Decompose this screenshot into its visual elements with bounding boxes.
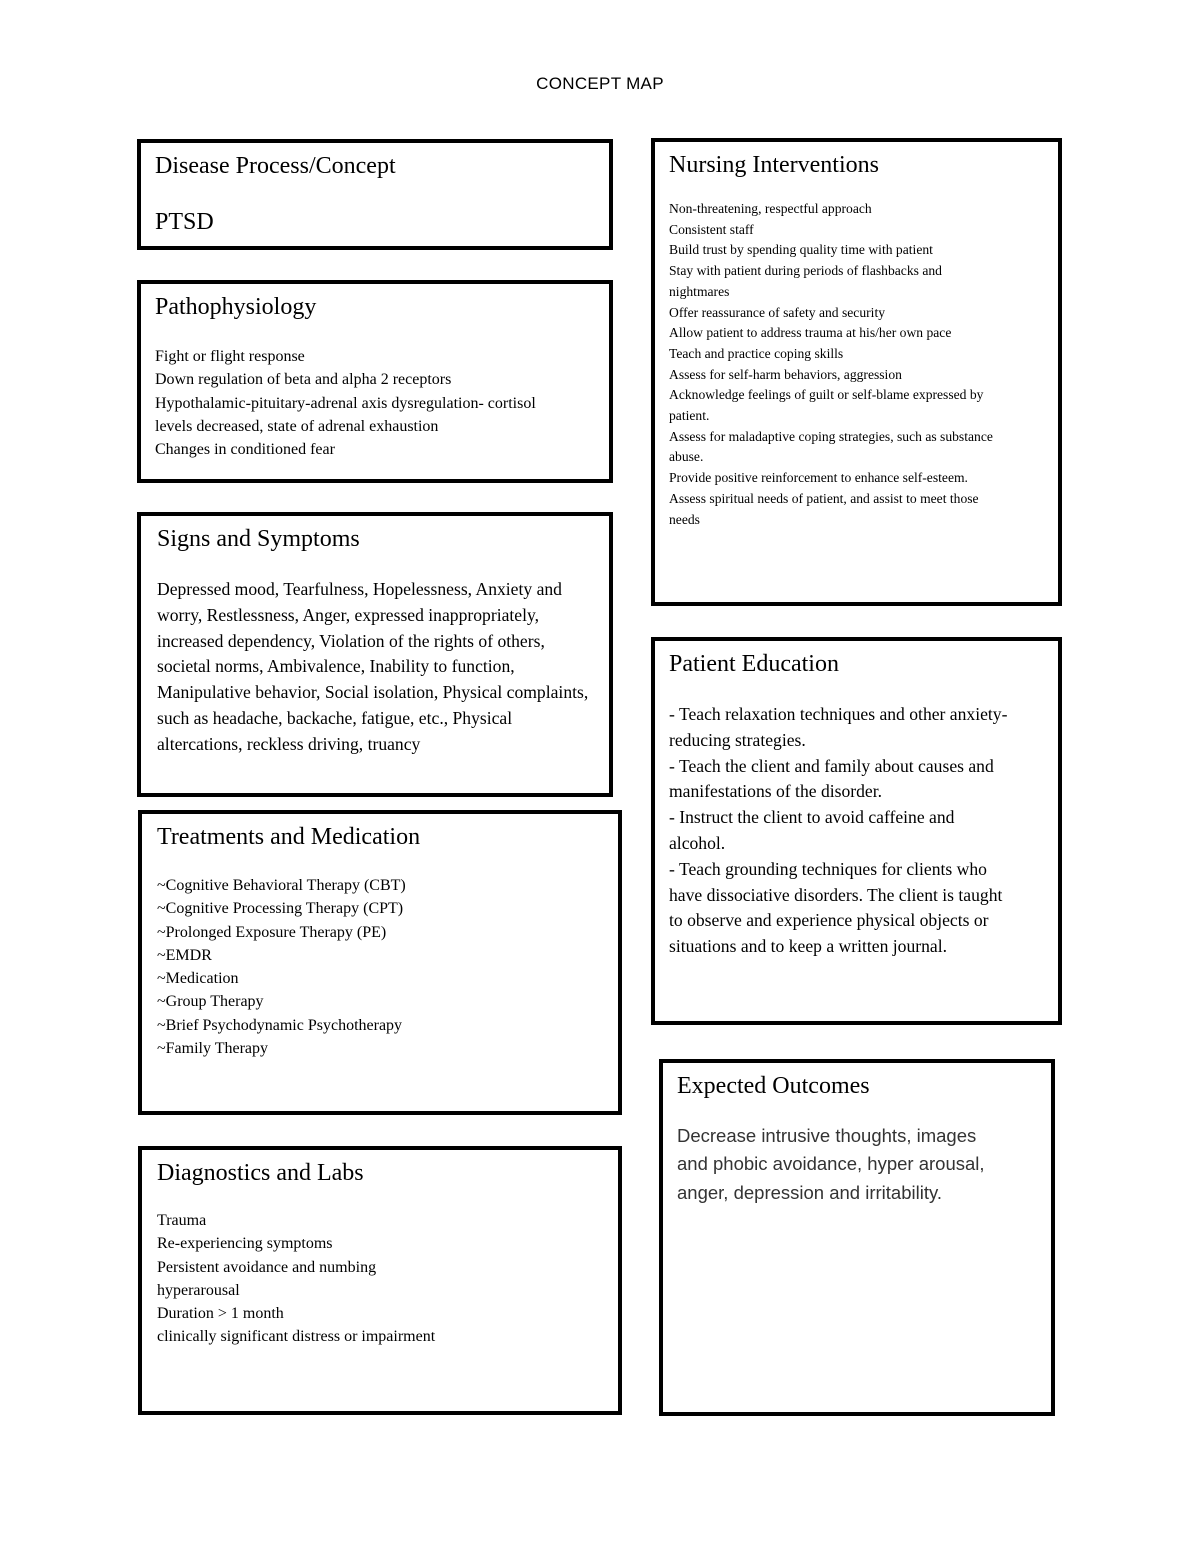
expected-outcome-line: and phobic avoidance, hyper arousal, xyxy=(677,1153,985,1175)
diagnostics-item: clinically significant distress or impairment xyxy=(157,1328,436,1346)
patient-education-line: - Instruct the client to avoid caffeine and xyxy=(669,807,955,828)
nursing-intervention-line: Acknowledge feelings of guilt or self-blame expressed by xyxy=(669,387,984,403)
expected-outcomes-text xyxy=(677,1122,1037,1207)
nursing-intervention-line: patient. xyxy=(669,408,710,424)
nursing-intervention-line: Consistent staff xyxy=(669,221,754,237)
nursing-intervention-line: abuse. xyxy=(669,449,704,465)
treatment-item: ~Group Therapy xyxy=(157,993,264,1011)
disease-process-box xyxy=(137,139,613,250)
treatment-item: ~Brief Psychodynamic Psychotherapy xyxy=(157,1016,403,1034)
pathophysiology-box xyxy=(137,280,613,483)
patient-education-heading: Patient Education xyxy=(669,651,839,677)
treatments-list xyxy=(157,874,603,1060)
nursing-intervention-line: Offer reassurance of safety and security xyxy=(669,304,886,320)
nursing-intervention-line: Assess spiritual needs of patient, and assist to meet those xyxy=(669,490,979,506)
pathophysiology-line: Hypothalamic-pituitary-adrenal axis dysregulation- cortisol xyxy=(155,394,536,412)
nursing-intervention-line: needs xyxy=(669,511,700,527)
disease-process-heading: Disease Process/Concept xyxy=(155,153,396,179)
patient-education-line: situations and to keep a written journal. xyxy=(669,936,948,957)
page-title: CONCEPT MAP xyxy=(536,74,664,93)
patient-education-line: alcohol. xyxy=(669,832,726,853)
treatment-item: ~EMDR xyxy=(157,946,212,964)
patient-education-line: to observe and experience physical objects or xyxy=(669,910,989,931)
pathophysiology-line: Down regulation of beta and alpha 2 receptors xyxy=(155,371,452,389)
patient-education-line: reducing strategies. xyxy=(669,729,806,750)
pathophysiology-line: levels decreased, state of adrenal exhaustion xyxy=(155,417,439,435)
pathophysiology-line: Fight or flight response xyxy=(155,348,305,365)
treatment-item: ~Cognitive Processing Therapy (CPT) xyxy=(157,900,404,918)
diagnostics-item: Persistent avoidance and numbing xyxy=(157,1258,377,1276)
nursing-intervention-line: Assess for maladaptive coping strategies, such as substance xyxy=(669,428,993,444)
pathophysiology-heading: Pathophysiology xyxy=(155,294,317,320)
nursing-intervention-line: Build trust by spending quality time with patient xyxy=(669,242,933,258)
nursing-interventions-list xyxy=(669,199,1044,530)
diagnostics-box xyxy=(138,1146,622,1415)
treatment-item: ~Cognitive Behavioral Therapy (CBT) xyxy=(157,877,406,894)
diagnostics-item: hyperarousal xyxy=(157,1281,240,1299)
treatments-heading: Treatments and Medication xyxy=(157,824,421,850)
patient-education-line: manifestations of the disorder. xyxy=(669,781,883,802)
signs-symptoms-box xyxy=(137,512,613,797)
nursing-intervention-line: Stay with patient during periods of flashbacks and xyxy=(669,263,942,279)
nursing-interventions-box xyxy=(651,138,1062,606)
patient-education-line: - Teach the client and family about causes and xyxy=(669,755,994,776)
patient-education-box xyxy=(651,637,1062,1025)
nursing-intervention-line: Allow patient to address trauma at his/her own pace xyxy=(669,325,952,341)
diagnostics-item: Re-experiencing symptoms xyxy=(157,1235,333,1253)
diagnostics-list xyxy=(157,1209,603,1349)
disease-process-value: PTSD xyxy=(155,209,214,235)
pathophysiology-line: Changes in conditioned fear xyxy=(155,441,335,459)
patient-education-line: have dissociative disorders. The client is taught xyxy=(669,884,1003,905)
patient-education-line: - Teach relaxation techniques and other anxiety- xyxy=(669,704,1008,724)
nursing-interventions-heading: Nursing Interventions xyxy=(669,152,879,178)
nursing-intervention-line: Teach and practice coping skills xyxy=(669,345,844,361)
nursing-intervention-line: Assess for self-harm behaviors, aggression xyxy=(669,366,902,382)
expected-outcome-line: Decrease intrusive thoughts, images xyxy=(677,1125,977,1146)
expected-outcomes-box xyxy=(659,1059,1055,1416)
pathophysiology-list xyxy=(155,345,595,461)
diagnostics-heading: Diagnostics and Labs xyxy=(157,1160,364,1186)
treatment-item: ~Medication xyxy=(157,970,239,988)
nursing-intervention-line: Provide positive reinforcement to enhance self-esteem. xyxy=(669,470,968,486)
treatment-item: ~Prolonged Exposure Therapy (PE) xyxy=(157,923,387,941)
treatment-item: ~Family Therapy xyxy=(157,1040,269,1058)
patient-education-line: - Teach grounding techniques for clients who xyxy=(669,858,987,879)
patient-education-list xyxy=(669,702,1044,960)
diagnostics-item: Trauma xyxy=(157,1212,207,1229)
nursing-intervention-line: Non-threatening, respectful approach xyxy=(669,201,872,216)
nursing-intervention-line: nightmares xyxy=(669,283,730,299)
signs-symptoms-text: Depressed mood, Tearfulness, Hopelessness, Anxiety and worry, Restlessness, Anger, expressed inappropriately, increased dependency, Violation of the rights of others, societal norms, Ambivalence, Inability to function, Manipulative behavior, Social isolation, Physical complaints, such as headache, backache, fatigue, etc., Physical altercations, reckless driving, truancy xyxy=(157,579,589,754)
expected-outcome-line: anger, depression and irritability. xyxy=(677,1181,942,1203)
expected-outcomes-heading: Expected Outcomes xyxy=(677,1073,870,1099)
diagnostics-item: Duration > 1 month xyxy=(157,1305,284,1323)
treatments-box xyxy=(138,810,622,1115)
signs-symptoms-heading: Signs and Symptoms xyxy=(157,526,360,552)
